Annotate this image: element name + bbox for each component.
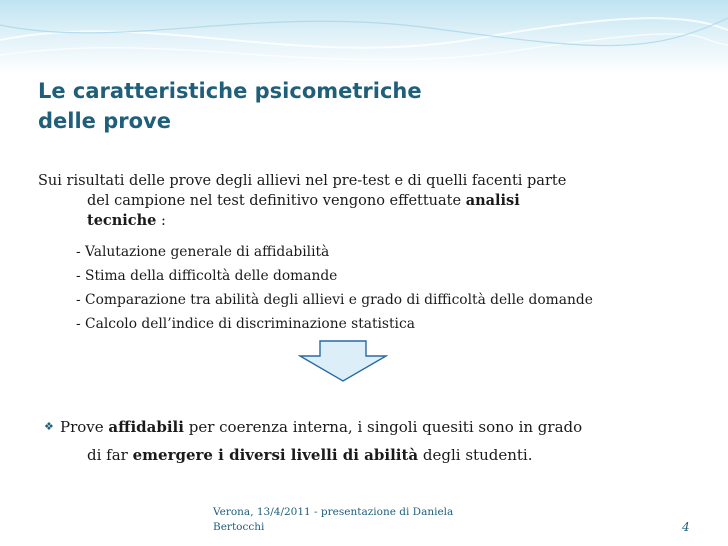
- intro-bold-tecniche: tecniche: [87, 212, 157, 229]
- intro-line3-text: :: [156, 213, 166, 229]
- slide-title-line2: delle prove: [38, 109, 171, 133]
- intro-line2: [38, 191, 678, 211]
- list-item: - Stima della difficoltà delle domande: [76, 268, 338, 284]
- conclusion-text3: di far: [87, 446, 133, 464]
- conclusion-text1: Prove: [60, 418, 109, 436]
- slide-title: [38, 76, 598, 136]
- wave-decoration: [0, 0, 728, 74]
- footer-line1: Verona, 13/4/2011 - presentazione di Daniela: [213, 506, 454, 518]
- conclusion-text2: per coerenza interna, i singoli quesiti sono in grado: [183, 418, 583, 436]
- intro-line3: [38, 211, 678, 231]
- conclusion-text4: degli studenti.: [418, 446, 533, 464]
- slide-footer: [213, 505, 473, 535]
- conclusion-line2: [44, 441, 684, 469]
- list-item: - Calcolo dell’indice di discriminazione statistica: [76, 316, 415, 332]
- conclusion-paragraph: [44, 413, 684, 469]
- page-number: 4: [682, 520, 690, 534]
- diamond-bullet-icon: ❖: [44, 420, 54, 433]
- analysis-list: [76, 240, 696, 336]
- conclusion-line1: [44, 413, 684, 441]
- footer-line2: Bertocchi: [213, 521, 265, 533]
- header-decoration: [0, 0, 728, 74]
- intro-bold-analisi: analisi: [465, 192, 520, 209]
- list-item: - Valutazione generale di affidabilità: [76, 244, 330, 260]
- conclusion-bold-affidabili: affidabili: [108, 418, 184, 436]
- intro-line2-text: del campione nel test definitivo vengono effettuate: [87, 193, 466, 209]
- slide-title-line1: Le caratteristiche psicometriche: [38, 79, 422, 103]
- down-arrow-icon: [298, 340, 388, 386]
- list-item: - Comparazione tra abilità degli allievi e grado di difficoltà delle domande: [76, 292, 593, 308]
- intro-line1: Sui risultati delle prove degli allievi nel pre-test e di quelli facenti parte: [38, 173, 567, 189]
- intro-paragraph: [38, 171, 678, 231]
- conclusion-bold-emergere: emergere i diversi livelli di abilità: [132, 446, 419, 464]
